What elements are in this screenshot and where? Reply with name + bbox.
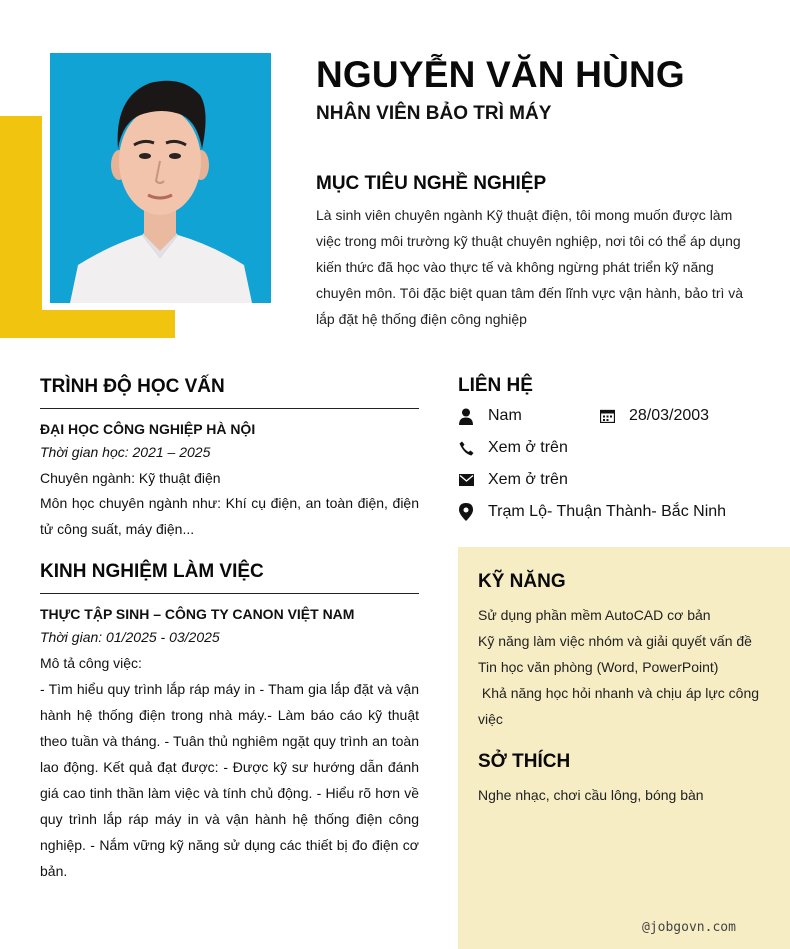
contact-address [458, 501, 726, 523]
experience-desc-label: Mô tả công việc: [40, 655, 142, 671]
location-pin-icon [458, 503, 474, 521]
skill-item: Kỹ năng làm việc nhóm và giải quyết vấn đề [478, 633, 752, 649]
hobbies-text: Nghe nhạc, chơi cầu lông, bóng bàn [478, 787, 704, 803]
experience-description: - Tìm hiểu quy trình lắp ráp máy in - Tham gia lắp đặt và vận hành hệ thống điện trong nhà máy.- Làm báo cáo kỹ thuật theo tuần và tháng. - Tuân thủ nghiêm ngặt quy trình an toàn lao động. Kết quả đạt được: - Được kỹ sư hướng dẫn đánh giá cao tinh thần làm việc và tính chủ động. - Hiểu rõ hơn về quy trình lắp ráp máy in và vận hành hệ thống điện công nghiệp. - Nắm vững kỹ năng sử dụng các thiết bị đo điện cơ bản. [40, 681, 419, 879]
contact-phone-value: Xem ở trên [488, 439, 568, 456]
contact-birthday-value: 28/03/2003 [629, 407, 710, 424]
contact-email [458, 469, 568, 491]
contact-gender-value: Nam [488, 407, 522, 424]
contact-email-value: Xem ở trên [488, 471, 568, 488]
experience-company: THỰC TẬP SINH – CÔNG TY CANON VIỆT NAM [40, 606, 355, 622]
objective-title: MỤC TIÊU NGHỀ NGHIỆP [316, 173, 547, 194]
contact-phone [458, 437, 568, 459]
contact-birthday [599, 405, 709, 427]
contact-gender [458, 405, 522, 427]
education-time: Thời gian học: 2021 – 2025 [40, 444, 211, 460]
hobbies-title: SỞ THÍCH [478, 751, 571, 772]
skill-item: Tin học văn phòng (Word, PowerPoint) [478, 659, 719, 675]
calendar-icon [599, 407, 615, 425]
education-subjects: Môn học chuyên ngành như: Khí cụ điện, an toàn điện, điện tử công suất, máy điện... [40, 495, 419, 537]
skills-list [478, 602, 763, 732]
portrait-illustration [50, 53, 271, 303]
candidate-name: NGUYỄN VĂN HÙNG [316, 54, 685, 95]
skill-item: Khả năng học hỏi nhanh và chịu áp lực công việc [478, 685, 763, 727]
experience-divider [40, 593, 419, 594]
education-major: Chuyên ngành: Kỹ thuật điện [40, 470, 221, 486]
contact-title: LIÊN HỆ [458, 375, 533, 396]
education-divider [40, 408, 419, 409]
experience-title: KINH NGHIỆM LÀM VIỆC [40, 561, 264, 582]
skills-title: KỸ NĂNG [478, 571, 566, 592]
candidate-role: NHÂN VIÊN BẢO TRÌ MÁY [316, 103, 552, 124]
person-icon [458, 407, 474, 425]
experience-time: Thời gian: 01/2025 - 03/2025 [40, 629, 220, 645]
contact-address-value: Trạm Lộ- Thuận Thành- Bắc Ninh [488, 503, 727, 520]
education-school: ĐẠI HỌC CÔNG NGHIỆP HÀ NỘI [40, 421, 256, 437]
skill-item: Sử dụng phần mềm AutoCAD cơ bản [478, 607, 711, 623]
profile-photo [50, 53, 271, 303]
phone-icon [458, 439, 474, 457]
objective-text: Là sinh viên chuyên ngành Kỹ thuật điện, tôi mong muốn được làm việc trong môi trường kỹ thuật chuyên nghiệp, nơi tôi có thể áp dụng kiến thức đã học vào thực tế và không ngừng phát triển kỹ năng chuyên môn. Tôi đặc biệt quan tâm đến lĩnh vực vận hành, bảo trì và lắp đặt hệ thống điện công nghiệp [316, 207, 744, 327]
watermark: @jobgovn.com [642, 920, 736, 935]
mail-icon [458, 471, 474, 489]
education-title: TRÌNH ĐỘ HỌC VẤN [40, 376, 225, 397]
